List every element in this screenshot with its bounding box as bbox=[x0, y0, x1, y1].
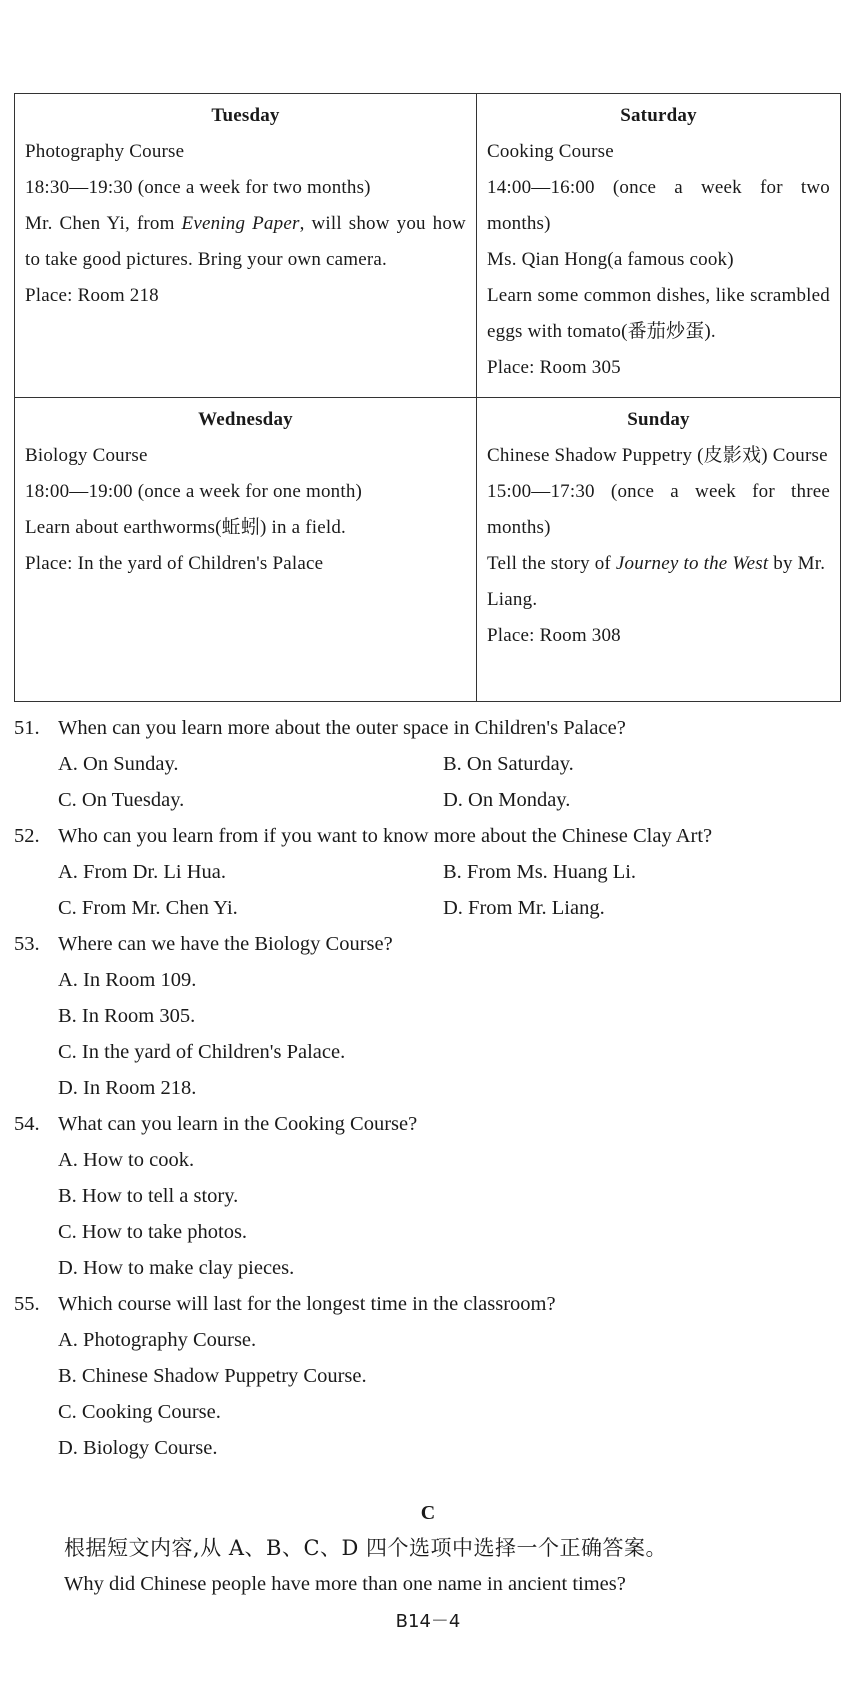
course-place: Place: Room 218 bbox=[25, 285, 159, 306]
question bbox=[14, 1106, 846, 1142]
option-a[interactable]: A. On Sunday. bbox=[58, 753, 179, 775]
option-a[interactable]: A. From Dr. Li Hua. bbox=[58, 861, 226, 883]
option-d[interactable]: D. Biology Course. bbox=[58, 1437, 218, 1459]
question-text: Where can we have the Biology Course? bbox=[58, 933, 393, 955]
day-heading: Tuesday bbox=[211, 105, 280, 126]
day-heading: Saturday bbox=[620, 105, 697, 126]
question bbox=[14, 1286, 846, 1322]
course-description bbox=[487, 546, 830, 618]
option-a[interactable]: A. Photography Course. bbox=[58, 1329, 257, 1351]
course-time: 18:00—19:00 (once a week for one month) bbox=[25, 481, 363, 502]
option-row bbox=[14, 746, 846, 782]
course-time: 15:00—17:30 (once a week for three months) bbox=[487, 481, 830, 538]
section-instruction: 根据短文内容,从 A、B、C、D 四个选项中选择一个正确答案。 bbox=[64, 1536, 668, 1560]
newspaper-title: Evening Paper bbox=[181, 213, 300, 234]
schedule-row bbox=[15, 94, 841, 398]
option-c[interactable]: C. How to take photos. bbox=[58, 1221, 248, 1243]
passage-lead-question: Why did Chinese people have more than one name in ancient times? bbox=[64, 1573, 626, 1595]
course-time: 18:30—19:30 (once a week for two months) bbox=[25, 177, 371, 198]
question-number: 52. bbox=[14, 825, 40, 847]
question-text: Which course will last for the longest time in the classroom? bbox=[58, 1293, 556, 1315]
question bbox=[14, 926, 846, 962]
course-description bbox=[25, 206, 466, 278]
option-d[interactable]: D. From Mr. Liang. bbox=[443, 897, 605, 919]
option-d[interactable]: D. In Room 218. bbox=[58, 1077, 197, 1099]
option-b[interactable]: B. From Ms. Huang Li. bbox=[443, 861, 637, 883]
option-row bbox=[14, 890, 846, 926]
course-time: 14:00—16:00 (once a week for two months) bbox=[487, 177, 830, 234]
course-name: Chinese Shadow Puppetry (皮影戏) Course bbox=[487, 445, 828, 466]
option-d[interactable]: D. How to make clay pieces. bbox=[58, 1257, 295, 1279]
option-b[interactable]: B. How to tell a story. bbox=[58, 1185, 239, 1207]
course-description: Learn about earthworms(蚯蚓) in a field. bbox=[25, 517, 346, 538]
description-part: by Mr. Liang. bbox=[487, 553, 826, 610]
option-a[interactable]: A. How to cook. bbox=[58, 1149, 195, 1171]
course-description: Learn some common dishes, like scrambled eggs with tomato(番茄炒蛋). bbox=[487, 285, 830, 342]
question-number: 53. bbox=[14, 933, 40, 955]
course-place: Place: Room 305 bbox=[487, 357, 621, 378]
wednesday-cell bbox=[15, 398, 477, 702]
course-teacher: Ms. Qian Hong(a famous cook) bbox=[487, 249, 734, 270]
question bbox=[14, 710, 846, 746]
option-a[interactable]: A. In Room 109. bbox=[58, 969, 197, 991]
day-heading: Wednesday bbox=[198, 409, 293, 430]
section-heading: C bbox=[420, 1502, 436, 1524]
question-number: 54. bbox=[14, 1113, 40, 1135]
question-text: Who can you learn from if you want to know more about the Chinese Clay Art? bbox=[58, 825, 713, 847]
course-name: Photography Course bbox=[25, 141, 185, 162]
question-number: 55. bbox=[14, 1293, 40, 1315]
question-text: When can you learn more about the outer space in Children's Palace? bbox=[58, 717, 626, 739]
schedule-row bbox=[15, 398, 841, 702]
course-place: Place: In the yard of Children's Palace bbox=[25, 553, 324, 574]
description-part: Tell the story of bbox=[487, 553, 616, 574]
story-title: Journey to the West bbox=[615, 553, 769, 574]
option-c[interactable]: C. From Mr. Chen Yi. bbox=[58, 897, 238, 919]
option-b[interactable]: B. On Saturday. bbox=[443, 753, 574, 775]
option-b[interactable]: B. Chinese Shadow Puppetry Course. bbox=[58, 1365, 367, 1387]
course-schedule-table bbox=[14, 93, 841, 702]
description-part: , will show you how to take good pictures. Bring your own camera. bbox=[25, 213, 466, 270]
question bbox=[14, 818, 846, 854]
question-text: What can you learn in the Cooking Course? bbox=[58, 1113, 418, 1135]
option-row bbox=[14, 854, 846, 890]
page-number: B14－4 bbox=[395, 1611, 461, 1632]
option-c[interactable]: C. Cooking Course. bbox=[58, 1401, 221, 1423]
option-d[interactable]: D. On Monday. bbox=[443, 789, 571, 811]
course-place: Place: Room 308 bbox=[487, 625, 621, 646]
saturday-cell bbox=[477, 94, 841, 398]
sunday-cell bbox=[477, 398, 841, 702]
day-heading: Sunday bbox=[627, 409, 690, 430]
course-name: Cooking Course bbox=[487, 141, 614, 162]
description-part: Mr. Chen Yi, from bbox=[25, 213, 182, 234]
question-number: 51. bbox=[14, 717, 40, 739]
question-list bbox=[14, 710, 846, 1466]
course-name: Biology Course bbox=[25, 445, 148, 466]
option-row bbox=[14, 782, 846, 818]
option-c[interactable]: C. In the yard of Children's Palace. bbox=[58, 1041, 346, 1063]
option-c[interactable]: C. On Tuesday. bbox=[58, 789, 185, 811]
tuesday-cell bbox=[15, 94, 477, 398]
option-b[interactable]: B. In Room 305. bbox=[58, 1005, 196, 1027]
